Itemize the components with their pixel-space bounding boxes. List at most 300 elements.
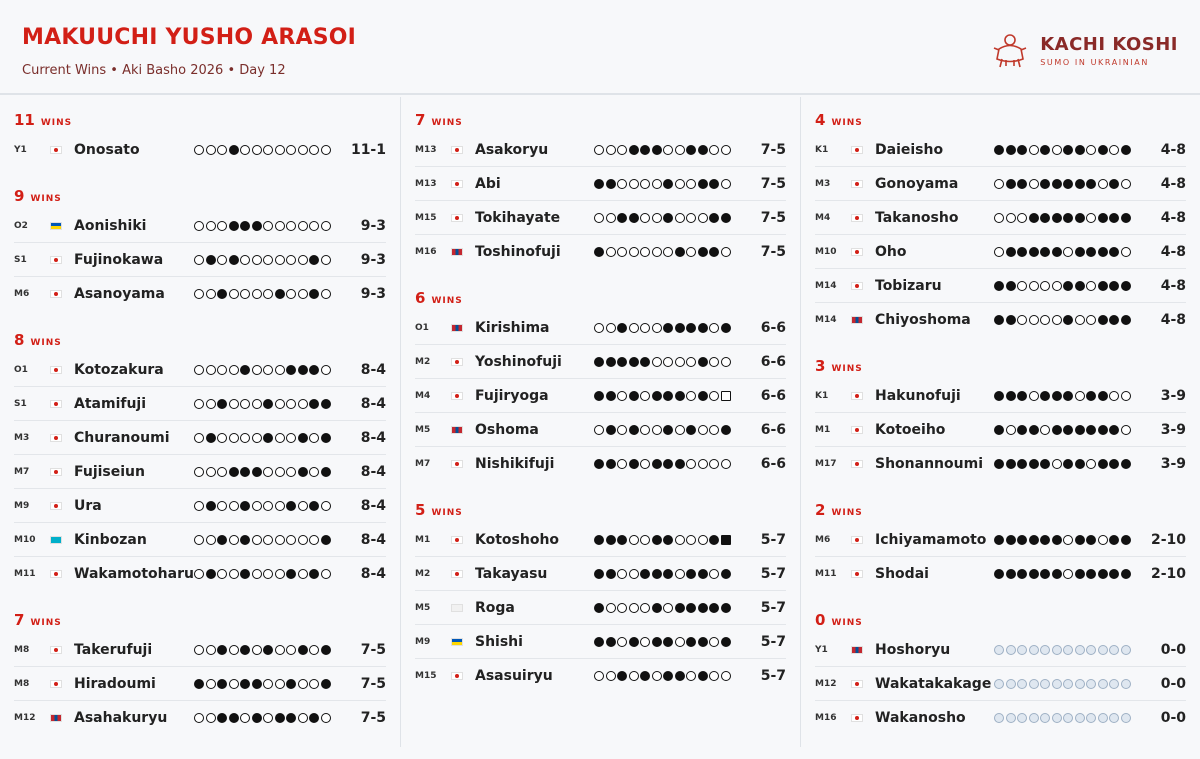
rank-label: M14: [815, 315, 837, 325]
wins-group: [14, 611, 386, 735]
win-dot: [1109, 213, 1119, 223]
loss-dot: [1017, 281, 1027, 291]
loss-dot: [1040, 281, 1050, 291]
loss-dot: [640, 459, 650, 469]
wrestler-name: Shishi: [475, 633, 523, 650]
loss-dot: [721, 179, 731, 189]
rank-label: M7: [14, 466, 30, 477]
wrestler-row: [815, 413, 1186, 447]
loss-dot: [309, 679, 319, 689]
rank-label: M2: [415, 356, 431, 367]
rank-label: M15: [415, 212, 437, 223]
score-label: 0-0: [1160, 675, 1186, 692]
loss-dot: [686, 671, 696, 681]
rank-label: O1: [14, 364, 28, 375]
loss-dot: [286, 289, 296, 299]
rank-label: Y1: [815, 644, 828, 655]
flag-icon: [451, 604, 463, 612]
win-dot: [1029, 425, 1039, 435]
score-label: 7-5: [360, 641, 386, 658]
loss-dot: [617, 247, 627, 257]
bout-record: [194, 535, 334, 545]
win-dot: [994, 145, 1004, 155]
bout-record: [594, 391, 734, 401]
pending-dot: [1109, 713, 1119, 723]
wins-count: 8: [14, 331, 25, 349]
loss-dot: [994, 179, 1004, 189]
bout-record: [194, 433, 334, 443]
win-dot: [1075, 425, 1085, 435]
win-dot: [217, 713, 227, 723]
loss-dot: [286, 645, 296, 655]
loss-dot: [606, 247, 616, 257]
wrestler-row: [815, 557, 1186, 591]
score-label: 0-0: [1160, 641, 1186, 658]
loss-dot: [206, 221, 216, 231]
wrestler-row: [815, 167, 1186, 201]
loss-dot: [686, 179, 696, 189]
win-dot: [594, 247, 604, 257]
wrestler-row: [14, 133, 386, 167]
win-dot: [309, 501, 319, 511]
loss-dot: [594, 145, 604, 155]
loss-dot: [275, 535, 285, 545]
win-dot: [1098, 569, 1108, 579]
win-dot: [1017, 535, 1027, 545]
loss-dot: [652, 671, 662, 681]
win-dot: [240, 679, 250, 689]
flag-icon: [851, 316, 863, 324]
win-dot: [721, 425, 731, 435]
win-dot: [229, 145, 239, 155]
win-dot: [1109, 315, 1119, 325]
loss-dot: [686, 357, 696, 367]
rank-label: K1: [815, 144, 829, 155]
score-label: 4-8: [1160, 277, 1186, 294]
rank-label: O2: [14, 220, 28, 231]
loss-dot: [1121, 247, 1131, 257]
loss-dot: [617, 569, 627, 579]
win-dot: [606, 179, 616, 189]
rank-label: M6: [14, 289, 30, 299]
loss-dot: [217, 145, 227, 155]
bout-record: [994, 425, 1134, 435]
loss-dot: [229, 535, 239, 545]
loss-dot: [321, 569, 331, 579]
score-label: 8-4: [360, 429, 386, 446]
score-label: 8-4: [360, 497, 386, 514]
loss-dot: [1121, 425, 1131, 435]
rank-label: M7: [415, 459, 431, 469]
loss-dot: [321, 255, 331, 265]
win-dot: [594, 603, 604, 613]
loss-dot: [206, 713, 216, 723]
win-dot: [1063, 281, 1073, 291]
wins-group-header: [815, 501, 1186, 523]
win-dot: [652, 569, 662, 579]
win-dot: [1017, 247, 1027, 257]
pending-dot: [1075, 679, 1085, 689]
wins-count: 2: [815, 501, 826, 519]
wrestler-name: Chiyoshoma: [875, 312, 971, 328]
wins-label: WINS: [30, 194, 62, 204]
loss-dot: [309, 433, 319, 443]
pending-dot: [1040, 679, 1050, 689]
win-dot: [1029, 569, 1039, 579]
loss-dot: [309, 535, 319, 545]
win-dot: [309, 255, 319, 265]
bout-record: [994, 645, 1134, 655]
loss-dot: [1029, 145, 1039, 155]
rank-label: M10: [815, 246, 837, 257]
loss-dot: [298, 535, 308, 545]
loss-dot: [594, 671, 604, 681]
wrestler-row: [14, 209, 386, 243]
bout-record: [594, 357, 734, 367]
flag-icon: [451, 638, 463, 646]
win-dot: [252, 221, 262, 231]
score-label: 4-8: [1160, 175, 1186, 192]
loss-dot: [1052, 315, 1062, 325]
wins-count: 5: [415, 501, 426, 519]
loss-dot: [321, 145, 331, 155]
loss-dot: [321, 713, 331, 723]
win-dot: [606, 391, 616, 401]
wrestler-name: Kinbozan: [74, 531, 147, 548]
loss-dot: [298, 679, 308, 689]
loss-dot: [994, 247, 1004, 257]
wins-group-header: [815, 111, 1186, 133]
pending-dot: [1029, 713, 1039, 723]
win-dot: [629, 357, 639, 367]
bout-record: [194, 645, 334, 655]
loss-dot: [194, 433, 204, 443]
win-dot: [663, 391, 673, 401]
loss-dot: [640, 637, 650, 647]
loss-dot: [629, 179, 639, 189]
pending-dot: [1098, 713, 1108, 723]
win-dot: [629, 213, 639, 223]
pending-dot: [1063, 679, 1073, 689]
win-dot: [1063, 315, 1073, 325]
loss-dot: [686, 213, 696, 223]
bout-record: [994, 247, 1134, 257]
loss-dot: [1017, 213, 1027, 223]
bout-record: [594, 179, 734, 189]
win-dot: [1121, 315, 1131, 325]
flag-icon: [851, 282, 863, 290]
win-dot: [298, 365, 308, 375]
wrestler-row: [14, 523, 386, 557]
loss-dot: [252, 501, 262, 511]
wrestler-name: Tokihayate: [475, 209, 561, 226]
win-dot: [698, 323, 708, 333]
win-dot: [994, 569, 1004, 579]
win-dot: [640, 145, 650, 155]
wrestler-row: [14, 633, 386, 667]
win-dot: [698, 357, 708, 367]
score-label: 5-7: [760, 565, 786, 582]
wrestler-name: Hoshoryu: [875, 641, 951, 658]
loss-dot: [1098, 179, 1108, 189]
win-dot: [240, 467, 250, 477]
win-dot: [686, 425, 696, 435]
bout-record: [994, 459, 1134, 469]
loss-dot: [217, 365, 227, 375]
win-dot: [1075, 213, 1085, 223]
loss-dot: [229, 365, 239, 375]
flag-icon: [451, 214, 463, 222]
pending-dot: [1075, 713, 1085, 723]
score-label: 3-9: [1160, 421, 1186, 438]
wins-count: 6: [415, 289, 426, 307]
wrestler-row: [14, 557, 386, 591]
bout-record: [594, 637, 734, 647]
bout-record: [594, 323, 734, 333]
win-dot: [652, 637, 662, 647]
loss-dot: [617, 179, 627, 189]
loss-dot: [594, 425, 604, 435]
loss-dot: [663, 247, 673, 257]
win-dot: [194, 679, 204, 689]
wrestler-name: Wakatakakage: [875, 675, 992, 692]
loss-dot: [229, 501, 239, 511]
loss-dot: [686, 247, 696, 257]
win-dot: [709, 535, 719, 545]
wrestler-row: [415, 447, 786, 481]
loss-dot: [1029, 315, 1039, 325]
win-dot: [675, 459, 685, 469]
win-dot: [252, 713, 262, 723]
win-dot: [240, 501, 250, 511]
win-dot: [1086, 179, 1096, 189]
loss-dot: [1052, 281, 1062, 291]
win-dot: [663, 179, 673, 189]
flag-icon: [50, 222, 62, 230]
wins-group: [415, 501, 786, 693]
loss-dot: [617, 425, 627, 435]
wins-count: 4: [815, 111, 826, 129]
loss-dot: [298, 713, 308, 723]
win-dot: [240, 569, 250, 579]
wrestler-name: Yoshinofuji: [475, 353, 562, 370]
wrestler-name: Gonoyama: [875, 175, 959, 192]
pending-dot: [1017, 645, 1027, 655]
loss-dot: [709, 569, 719, 579]
win-dot: [629, 459, 639, 469]
win-dot: [1109, 569, 1119, 579]
win-dot: [994, 535, 1004, 545]
bout-record: [994, 569, 1134, 579]
loss-dot: [286, 535, 296, 545]
loss-dot: [675, 535, 685, 545]
flag-icon: [50, 146, 62, 154]
loss-dot: [709, 357, 719, 367]
win-dot: [1017, 425, 1027, 435]
flag-icon: [851, 646, 863, 654]
loss-dot: [206, 679, 216, 689]
loss-dot: [698, 535, 708, 545]
win-dot: [994, 391, 1004, 401]
rank-label: M4: [815, 212, 831, 223]
win-dot: [594, 357, 604, 367]
loss-dot: [698, 459, 708, 469]
win-dot: [1063, 391, 1073, 401]
loss-dot: [286, 145, 296, 155]
brand-logo: [990, 30, 1178, 70]
loss-dot: [275, 399, 285, 409]
wins-group: [415, 111, 786, 269]
score-label: 8-4: [360, 395, 386, 412]
win-dot: [1098, 247, 1108, 257]
win-dot: [594, 391, 604, 401]
wrestler-row: [415, 413, 786, 447]
flag-icon: [851, 426, 863, 434]
win-dot: [994, 315, 1004, 325]
wrestler-row: [815, 523, 1186, 557]
loss-dot: [286, 433, 296, 443]
win-dot: [698, 391, 708, 401]
bout-record: [994, 281, 1134, 291]
win-dot: [594, 569, 604, 579]
win-dot: [321, 467, 331, 477]
wrestler-name: Kotozakura: [74, 361, 164, 378]
win-dot: [721, 323, 731, 333]
win-dot: [617, 535, 627, 545]
loss-dot: [709, 459, 719, 469]
wrestler-row: [415, 133, 786, 167]
wrestler-row: [415, 591, 786, 625]
loss-dot: [263, 713, 273, 723]
win-dot: [1029, 247, 1039, 257]
win-dot: [1017, 145, 1027, 155]
bout-record: [594, 535, 734, 545]
loss-dot: [675, 569, 685, 579]
loss-dot: [663, 603, 673, 613]
flag-icon: [50, 680, 62, 688]
loss-dot: [617, 637, 627, 647]
bout-record: [594, 213, 734, 223]
wins-group: [14, 111, 386, 167]
score-label: 4-8: [1160, 209, 1186, 226]
score-label: 9-3: [360, 217, 386, 234]
win-dot: [1075, 247, 1085, 257]
win-dot: [1040, 213, 1050, 223]
pending-dot: [1052, 679, 1062, 689]
win-dot: [286, 569, 296, 579]
bout-record: [194, 467, 334, 477]
win-dot: [617, 213, 627, 223]
pending-dot: [1063, 713, 1073, 723]
loss-dot: [617, 459, 627, 469]
wins-group: [415, 289, 786, 481]
loss-dot: [1098, 535, 1108, 545]
loss-dot: [229, 645, 239, 655]
score-label: 2-10: [1150, 531, 1186, 548]
win-dot: [298, 467, 308, 477]
loss-dot: [217, 501, 227, 511]
win-dot: [1109, 281, 1119, 291]
score-label: 9-3: [360, 251, 386, 268]
flag-icon: [451, 146, 463, 154]
win-dot: [994, 459, 1004, 469]
win-dot: [1052, 391, 1062, 401]
flag-icon: [50, 290, 62, 298]
win-dot: [206, 433, 216, 443]
pending-dot: [1121, 713, 1131, 723]
loss-dot: [240, 433, 250, 443]
loss-dot: [252, 289, 262, 299]
win-dot: [275, 713, 285, 723]
win-dot: [1029, 459, 1039, 469]
pending-dot: [1017, 679, 1027, 689]
loss-dot: [229, 433, 239, 443]
standings-column: [800, 97, 1200, 747]
win-dot: [1086, 535, 1096, 545]
pending-dot: [1086, 645, 1096, 655]
loss-dot: [1109, 391, 1119, 401]
win-dot: [1006, 179, 1016, 189]
win-dot: [240, 221, 250, 231]
loss-dot: [721, 459, 731, 469]
loss-dot: [709, 323, 719, 333]
wins-label: WINS: [431, 296, 463, 306]
wrestler-row: [815, 701, 1186, 735]
loss-dot: [686, 391, 696, 401]
loss-dot: [606, 145, 616, 155]
standings-column: [0, 97, 400, 747]
win-dot: [1121, 145, 1131, 155]
score-label: 8-4: [360, 531, 386, 548]
flag-icon: [851, 570, 863, 578]
wrestler-row: [415, 167, 786, 201]
loss-dot: [275, 569, 285, 579]
loss-dot: [298, 255, 308, 265]
flag-icon: [50, 366, 62, 374]
win-dot: [1109, 425, 1119, 435]
loss-dot: [1063, 535, 1073, 545]
bout-record: [594, 247, 734, 257]
score-label: 8-4: [360, 361, 386, 378]
win-dot: [217, 679, 227, 689]
win-dot: [652, 459, 662, 469]
loss-dot: [652, 179, 662, 189]
loss-dot: [675, 179, 685, 189]
loss-dot: [309, 145, 319, 155]
loss-dot: [252, 433, 262, 443]
wrestler-row: [415, 557, 786, 591]
win-dot: [309, 365, 319, 375]
win-dot: [594, 637, 604, 647]
win-dot: [629, 391, 639, 401]
loss-dot: [606, 603, 616, 613]
score-label: 7-5: [360, 675, 386, 692]
win-dot: [675, 247, 685, 257]
standings-column: [400, 97, 800, 747]
score-label: 4-8: [1160, 141, 1186, 158]
loss-dot: [309, 221, 319, 231]
loss-dot: [1086, 315, 1096, 325]
score-label: 6-6: [760, 421, 786, 438]
wrestler-name: Hiradoumi: [74, 675, 156, 692]
win-dot: [206, 569, 216, 579]
wins-group-header: [14, 187, 386, 209]
pending-dot: [1063, 645, 1073, 655]
header: [0, 0, 1200, 95]
loss-dot: [263, 145, 273, 155]
win-dot: [1052, 247, 1062, 257]
flag-icon: [851, 392, 863, 400]
